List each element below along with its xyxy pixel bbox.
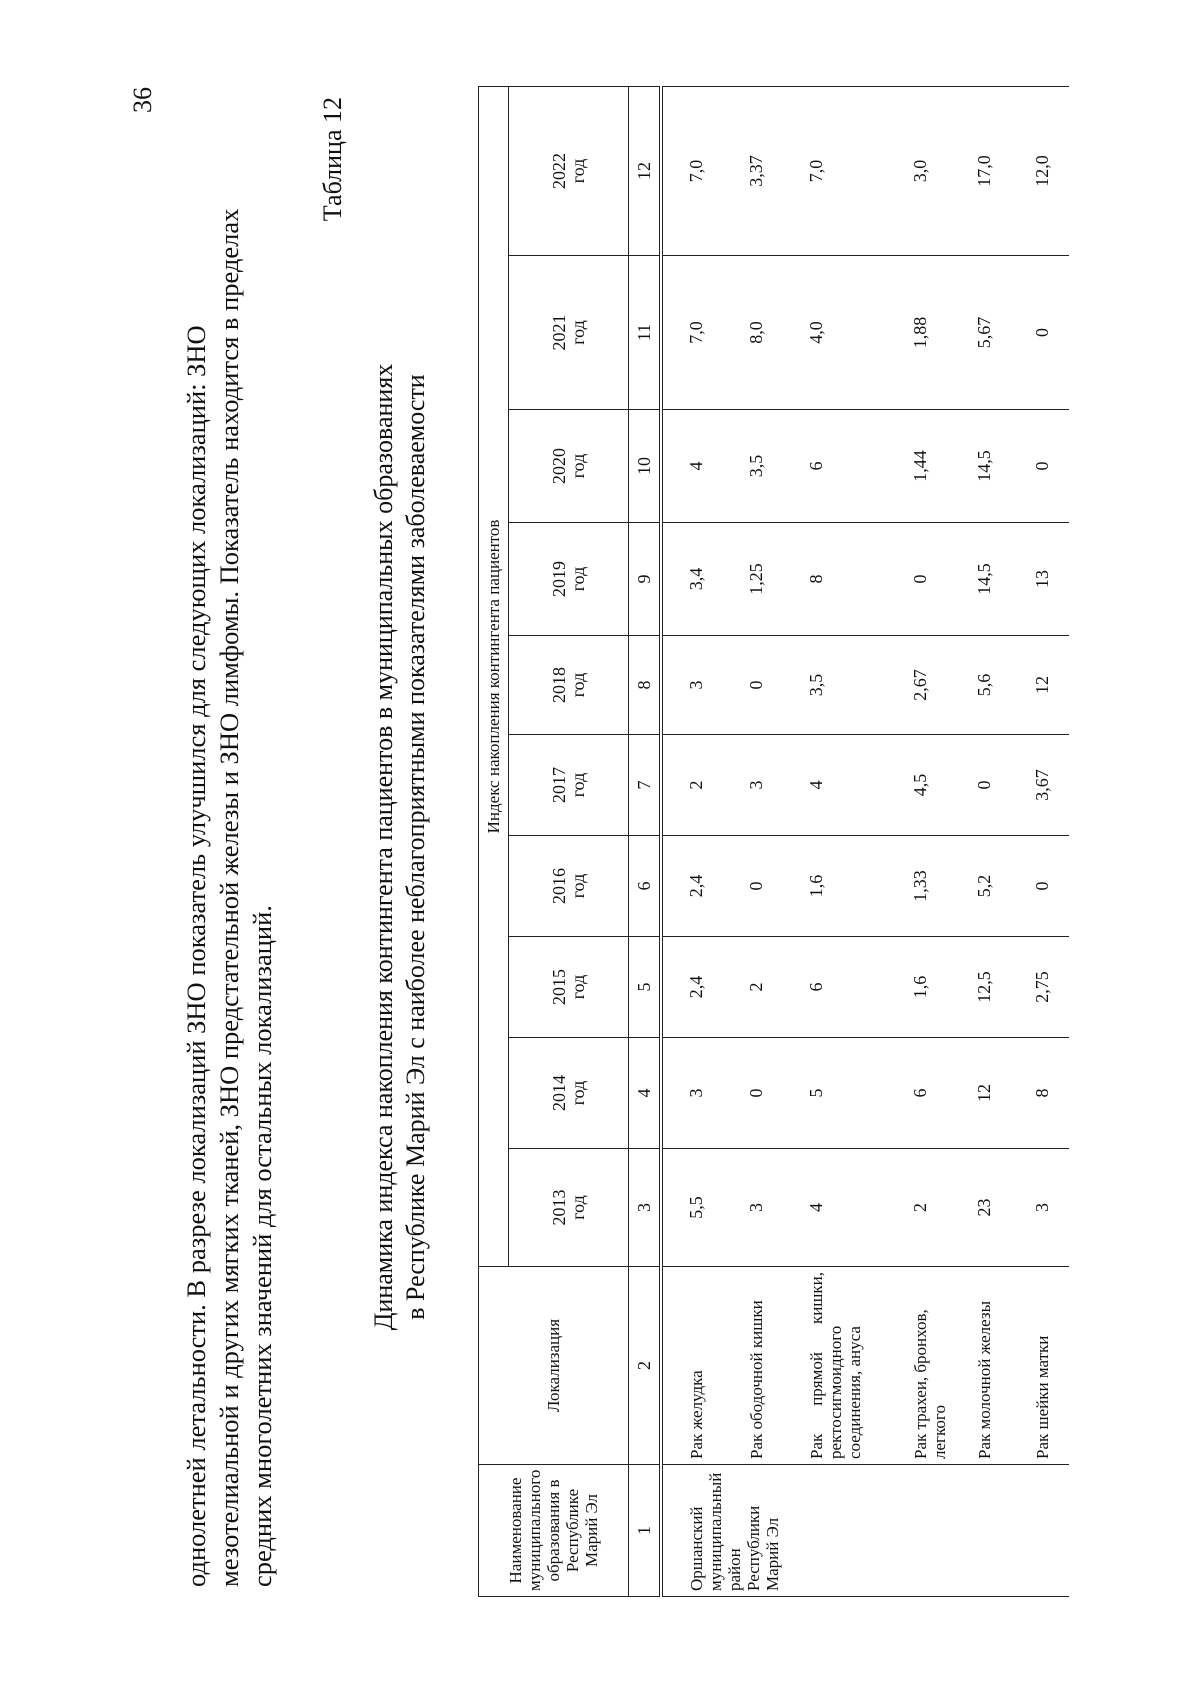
column-number: 12 — [629, 86, 662, 255]
value-cell: 3,4 — [661, 523, 723, 636]
data-table — [478, 86, 1069, 1597]
column-number: 8 — [629, 636, 662, 735]
column-number: 10 — [629, 410, 662, 523]
page-number: 36 — [128, 87, 157, 113]
value-cell: 14,5 — [951, 410, 1009, 523]
column-number: 11 — [629, 256, 662, 410]
value-cell: 6 — [783, 937, 887, 1038]
value-cell: 8,0 — [723, 256, 783, 410]
value-cell: 2,4 — [661, 937, 723, 1038]
value-cell: 3,0 — [887, 86, 951, 255]
value-cell: 8 — [783, 523, 887, 636]
table-row — [783, 86, 887, 1596]
header-year: 2021 год — [509, 256, 629, 410]
value-cell: 0 — [1009, 410, 1069, 523]
table-title-line: в Республике Марий Эл с наиболее неблагоприятными показателями заболеваемости — [401, 374, 430, 1320]
localization-cell: Рак шейки матки — [1009, 1267, 1069, 1465]
value-cell: 0 — [723, 636, 783, 735]
value-cell: 3 — [723, 735, 783, 836]
value-cell: 2,4 — [661, 836, 723, 937]
value-cell: 23 — [951, 1149, 1009, 1267]
column-number: 1 — [629, 1465, 662, 1597]
value-cell: 3 — [1009, 1149, 1069, 1267]
value-cell: 1,88 — [887, 256, 951, 410]
value-cell: 3 — [723, 1149, 783, 1267]
municipality-cell: Оршанский муниципальный район Республики Марий Эл — [661, 1465, 1069, 1597]
header-year: 2020 год — [509, 410, 629, 523]
header-year: 2019 год — [509, 523, 629, 636]
table-row — [723, 86, 783, 1596]
column-number: 2 — [629, 1267, 662, 1465]
value-cell: 7,0 — [783, 86, 887, 255]
value-cell: 0 — [1009, 836, 1069, 937]
value-cell: 12 — [951, 1038, 1009, 1149]
value-cell: 7,0 — [661, 86, 723, 255]
value-cell: 0 — [1009, 256, 1069, 410]
value-cell: 8 — [1009, 1038, 1069, 1149]
value-cell: 3 — [661, 1038, 723, 1149]
value-cell: 0 — [723, 836, 783, 937]
value-cell: 2 — [723, 937, 783, 1038]
header-year: 2022 год — [509, 86, 629, 255]
value-cell: 5,6 — [951, 636, 1009, 735]
table-row — [951, 86, 1009, 1596]
header-year: 2016 год — [509, 836, 629, 937]
value-cell: 4 — [783, 1149, 887, 1267]
value-cell: 5,5 — [661, 1149, 723, 1267]
value-cell: 6 — [887, 1038, 951, 1149]
value-cell: 5 — [783, 1038, 887, 1149]
value-cell: 4 — [661, 410, 723, 523]
value-cell: 17,0 — [951, 86, 1009, 255]
intro-line: средних многолетних значений для остальных локализаций. — [247, 905, 277, 1587]
value-cell: 5,2 — [951, 836, 1009, 937]
column-number: 5 — [629, 937, 662, 1038]
table-label: Таблица 12 — [318, 97, 347, 222]
table-title-line: Динамика индекса накопления контингента пациентов в муниципальных образованиях — [369, 363, 398, 1331]
table-title — [368, 227, 432, 1467]
header-localization: Локализация — [479, 1267, 629, 1465]
localization-cell: Рак желудка — [661, 1267, 723, 1465]
localization-cell: Рак трахеи, бронхов, легкого — [887, 1267, 951, 1465]
value-cell: 0 — [723, 1038, 783, 1149]
value-cell: 4,0 — [783, 256, 887, 410]
value-cell: 1,44 — [887, 410, 951, 523]
value-cell: 4,5 — [887, 735, 951, 836]
value-cell: 2,75 — [1009, 937, 1069, 1038]
localization-cell: Рак ободочной кишки — [723, 1267, 783, 1465]
intro-line: мезотелиальной и других мягких тканей, ЗНО предстательной железы и ЗНО лимфомы. Показатель находится в пределах — [214, 208, 244, 1587]
value-cell: 3 — [661, 636, 723, 735]
header-group: Индекс накопления контингента пациентов — [479, 86, 509, 1266]
column-number: 9 — [629, 523, 662, 636]
intro-line: однолетней летальности. В разрезе локализаций ЗНО показатель улучшился для следующих локализаций: ЗНО — [181, 325, 211, 1587]
localization-cell: Рак молочной железы — [951, 1267, 1009, 1465]
table-row — [661, 86, 723, 1596]
value-cell: 2,67 — [887, 636, 951, 735]
value-cell: 7,0 — [661, 256, 723, 410]
value-cell: 0 — [887, 523, 951, 636]
header-municipality: Наименование муниципального образования в Республике Марий Эл — [479, 1465, 629, 1597]
value-cell: 6 — [783, 410, 887, 523]
value-cell: 1,25 — [723, 523, 783, 636]
header-year: 2018 год — [509, 636, 629, 735]
value-cell: 1,33 — [887, 836, 951, 937]
intro-paragraph — [180, 82, 279, 1587]
header-year: 2017 год — [509, 735, 629, 836]
localization-cell: Рак прямой кишки, ректосигмоидного соединения, ануса — [783, 1267, 887, 1465]
value-cell: 13 — [1009, 523, 1069, 636]
value-cell: 5,67 — [951, 256, 1009, 410]
value-cell: 3,5 — [723, 410, 783, 523]
value-cell: 1,6 — [887, 937, 951, 1038]
header-year: 2013 год — [509, 1149, 629, 1267]
header-year: 2015 год — [509, 937, 629, 1038]
column-number: 7 — [629, 735, 662, 836]
value-cell: 0 — [951, 735, 1009, 836]
value-cell: 3,67 — [1009, 735, 1069, 836]
column-number: 6 — [629, 836, 662, 937]
value-cell: 2 — [887, 1149, 951, 1267]
header-year: 2014 год — [509, 1038, 629, 1149]
value-cell: 1,6 — [783, 836, 887, 937]
column-number: 3 — [629, 1149, 662, 1267]
value-cell: 3,37 — [723, 86, 783, 255]
value-cell: 14,5 — [951, 523, 1009, 636]
value-cell: 4 — [783, 735, 887, 836]
value-cell: 3,5 — [783, 636, 887, 735]
value-cell: 2 — [661, 735, 723, 836]
table-row — [1009, 86, 1069, 1596]
value-cell: 12,5 — [951, 937, 1009, 1038]
value-cell: 12 — [1009, 636, 1069, 735]
table-row — [887, 86, 951, 1596]
column-number: 4 — [629, 1038, 662, 1149]
value-cell: 12,0 — [1009, 86, 1069, 255]
